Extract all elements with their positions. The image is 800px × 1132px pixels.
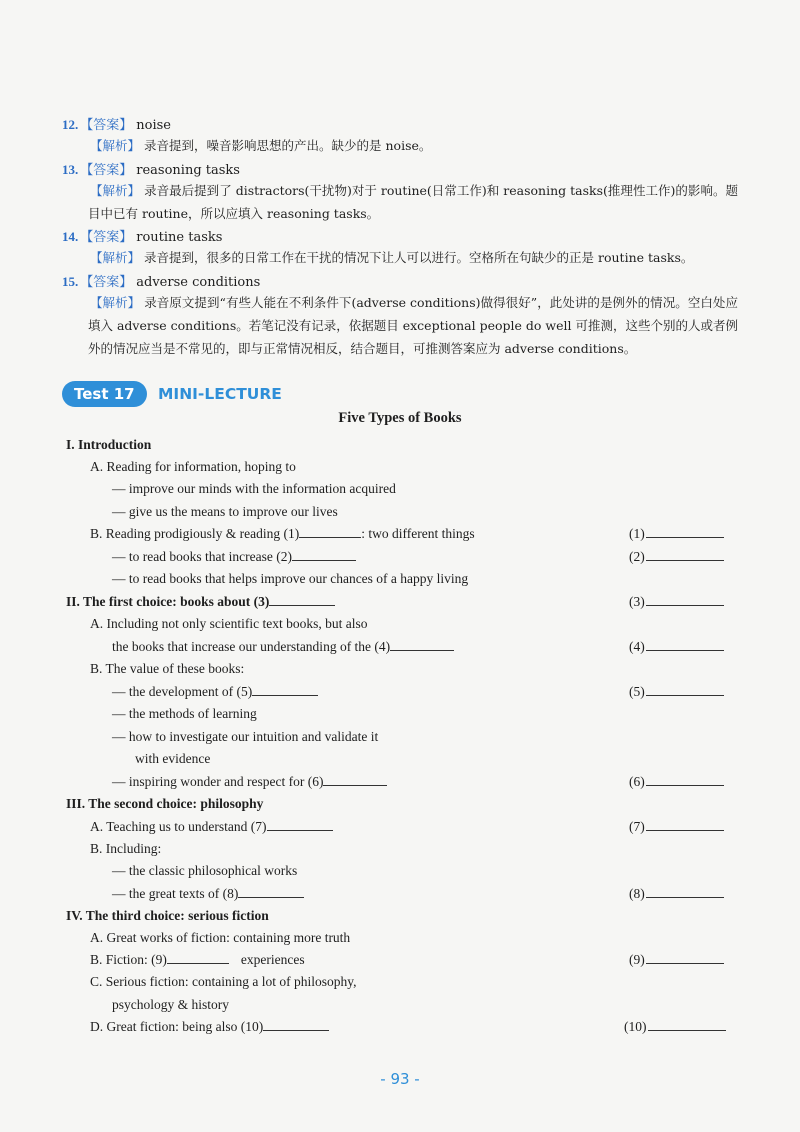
outline-line-blank-5	[112, 683, 318, 701]
outline-line: A. Including not only scientific text books, but also	[90, 616, 368, 631]
answer-blank[interactable]	[646, 773, 724, 786]
answer-slot-5	[629, 683, 724, 701]
slot-number: (8)	[629, 886, 645, 901]
outline-line: — give us the means to improve our lives	[112, 504, 338, 519]
answer-13	[62, 159, 240, 178]
explain-tag: 【解析】	[90, 250, 141, 265]
outline-line: psychology & history	[112, 997, 229, 1012]
explanation-12	[88, 134, 738, 157]
section-title: MINI-LECTURE	[158, 385, 282, 403]
outline-line-blank-10	[90, 1018, 329, 1036]
slot-number: (1)	[629, 526, 645, 541]
outline-text: — the development of (5)	[112, 684, 253, 699]
answer-slot-7	[629, 818, 724, 836]
outline-line-blank-1	[90, 525, 475, 543]
answer-blank[interactable]	[646, 885, 724, 898]
blank-7	[267, 818, 333, 831]
answer-tag: 【答案】	[80, 118, 133, 133]
outline-line: B. Including:	[90, 841, 162, 856]
explanation-text: 录音提到，很多的日常工作在干扰的情况下让人可以进行。空格所在句缺少的正是 routine tasks。	[144, 250, 694, 265]
slot-number: (10)	[624, 1019, 647, 1034]
page-number: - 93 -	[380, 1070, 420, 1088]
explanation-15	[88, 291, 738, 360]
explanation-text: 录音最后提到了 distractors(干扰物)对于 routine(日常工作)和 reasoning tasks(推理性工作)的影响。题目中已有 routine，所以应填入 reasoning tasks。	[88, 183, 738, 221]
answer-number: 12.	[62, 117, 79, 132]
slot-number: (9)	[629, 952, 645, 967]
outline-text: — to read books that increase (2)	[112, 549, 292, 564]
outline-line-blank-7	[90, 818, 333, 836]
outline-text: B. Reading prodigiously & reading (1)	[90, 526, 300, 541]
outline-text: II. The first choice: books about (3)	[66, 594, 270, 609]
answer-slot-8	[629, 885, 724, 903]
outline-heading-3: III. The second choice: philosophy	[66, 796, 264, 811]
outline-line-blank-6	[112, 773, 387, 791]
outline-line: — the classic philosophical works	[112, 863, 298, 878]
outline-text: D. Great fiction: being also (10)	[90, 1019, 264, 1034]
answer-tag: 【答案】	[80, 163, 133, 178]
answer-blank[interactable]	[646, 683, 724, 696]
explanation-text: 录音提到，噪音影响思想的产出。缺少的是 noise。	[144, 138, 432, 153]
document-title: Five Types of Books	[338, 410, 462, 426]
blank-9	[167, 951, 229, 964]
blank-5	[252, 683, 318, 696]
outline-line-blank-9	[90, 951, 305, 969]
blank-1	[299, 525, 361, 538]
outline-heading-2	[66, 593, 335, 611]
answer-15	[62, 271, 260, 290]
blank-3	[269, 593, 335, 606]
outline-text: A. Teaching us to understand (7)	[90, 819, 267, 834]
outline-line: A. Great works of fiction: containing more truth	[90, 930, 351, 945]
answer-blank[interactable]	[646, 525, 724, 538]
blank-4	[390, 638, 454, 651]
answer-slot-9	[629, 951, 724, 969]
answer-tag: 【答案】	[80, 275, 133, 290]
explanation-text: 录音原文提到“有些人能在不利条件下(adverse conditions)做得很好”，此处讲的是例外的情况。空白处应填入 adverse conditions。若笔记没有记录，依据题目 exceptional people do well 可推测，这些个别的人或者例外的情况应当是不常见的，即与正常情况相反，结合题目，可推测答案应为 adverse conditions。	[88, 295, 738, 356]
explain-tag: 【解析】	[90, 183, 141, 198]
answer-blank[interactable]	[646, 818, 724, 831]
outline-line-blank-4	[112, 638, 454, 656]
outline-heading-1: I. Introduction	[66, 437, 152, 452]
test-badge: Test 17	[62, 381, 147, 407]
explanation-13	[88, 179, 738, 225]
outline-line: A. Reading for information, hoping to	[90, 459, 296, 474]
slot-number: (3)	[629, 594, 645, 609]
answer-slot-10	[624, 1018, 726, 1036]
answer-blank[interactable]	[648, 1018, 726, 1031]
answer-text: routine tasks	[136, 230, 223, 245]
outline-heading-4: IV. The third choice: serious fiction	[66, 908, 269, 923]
slot-number: (7)	[629, 819, 645, 834]
answer-blank[interactable]	[646, 593, 724, 606]
outline-line: B. The value of these books:	[90, 661, 245, 676]
answer-slot-1	[629, 525, 724, 543]
slot-number: (6)	[629, 774, 645, 789]
answer-slot-4	[629, 638, 724, 656]
outline-text: the books that increase our understanding of the (4)	[112, 639, 391, 654]
answer-text: adverse conditions	[136, 275, 261, 290]
outline-text: — inspiring wonder and respect for (6)	[112, 774, 324, 789]
outline-line: — the methods of learning	[112, 706, 257, 721]
answer-blank[interactable]	[646, 548, 724, 561]
outline-line: C. Serious fiction: containing a lot of philosophy,	[90, 974, 357, 989]
answer-slot-3	[629, 593, 724, 611]
answer-tag: 【答案】	[80, 230, 133, 245]
blank-2	[292, 548, 356, 561]
answer-slot-6	[629, 773, 724, 791]
answer-blank[interactable]	[646, 638, 724, 651]
answer-14	[62, 226, 222, 245]
outline-text: experiences	[240, 952, 305, 967]
outline-line: — improve our minds with the information acquired	[112, 481, 396, 496]
outline-line-blank-2	[112, 548, 356, 566]
outline-line: — how to investigate our intuition and validate it	[112, 729, 379, 744]
answer-text: reasoning tasks	[136, 163, 240, 178]
explain-tag: 【解析】	[90, 295, 141, 310]
outline-line: — to read books that helps improve our chances of a happy living	[112, 571, 469, 586]
answer-number: 13.	[62, 162, 79, 177]
explain-tag: 【解析】	[90, 138, 141, 153]
answer-number: 14.	[62, 229, 79, 244]
outline-line-blank-8	[112, 885, 304, 903]
blank-8	[238, 885, 304, 898]
blank-6	[323, 773, 387, 786]
slot-number: (5)	[629, 684, 645, 699]
outline-text: : two different things	[361, 526, 475, 541]
blank-10	[263, 1018, 329, 1031]
answer-text: noise	[136, 118, 171, 133]
explanation-14	[88, 246, 738, 269]
slot-number: (2)	[629, 549, 645, 564]
answer-slot-2	[629, 548, 724, 566]
outline-text: B. Fiction: (9)	[90, 952, 167, 967]
answer-12	[62, 114, 171, 133]
answer-blank[interactable]	[646, 951, 724, 964]
outline-text: — the great texts of (8)	[112, 886, 239, 901]
outline-line: with evidence	[135, 751, 211, 766]
answer-number: 15.	[62, 274, 79, 289]
slot-number: (4)	[629, 639, 645, 654]
